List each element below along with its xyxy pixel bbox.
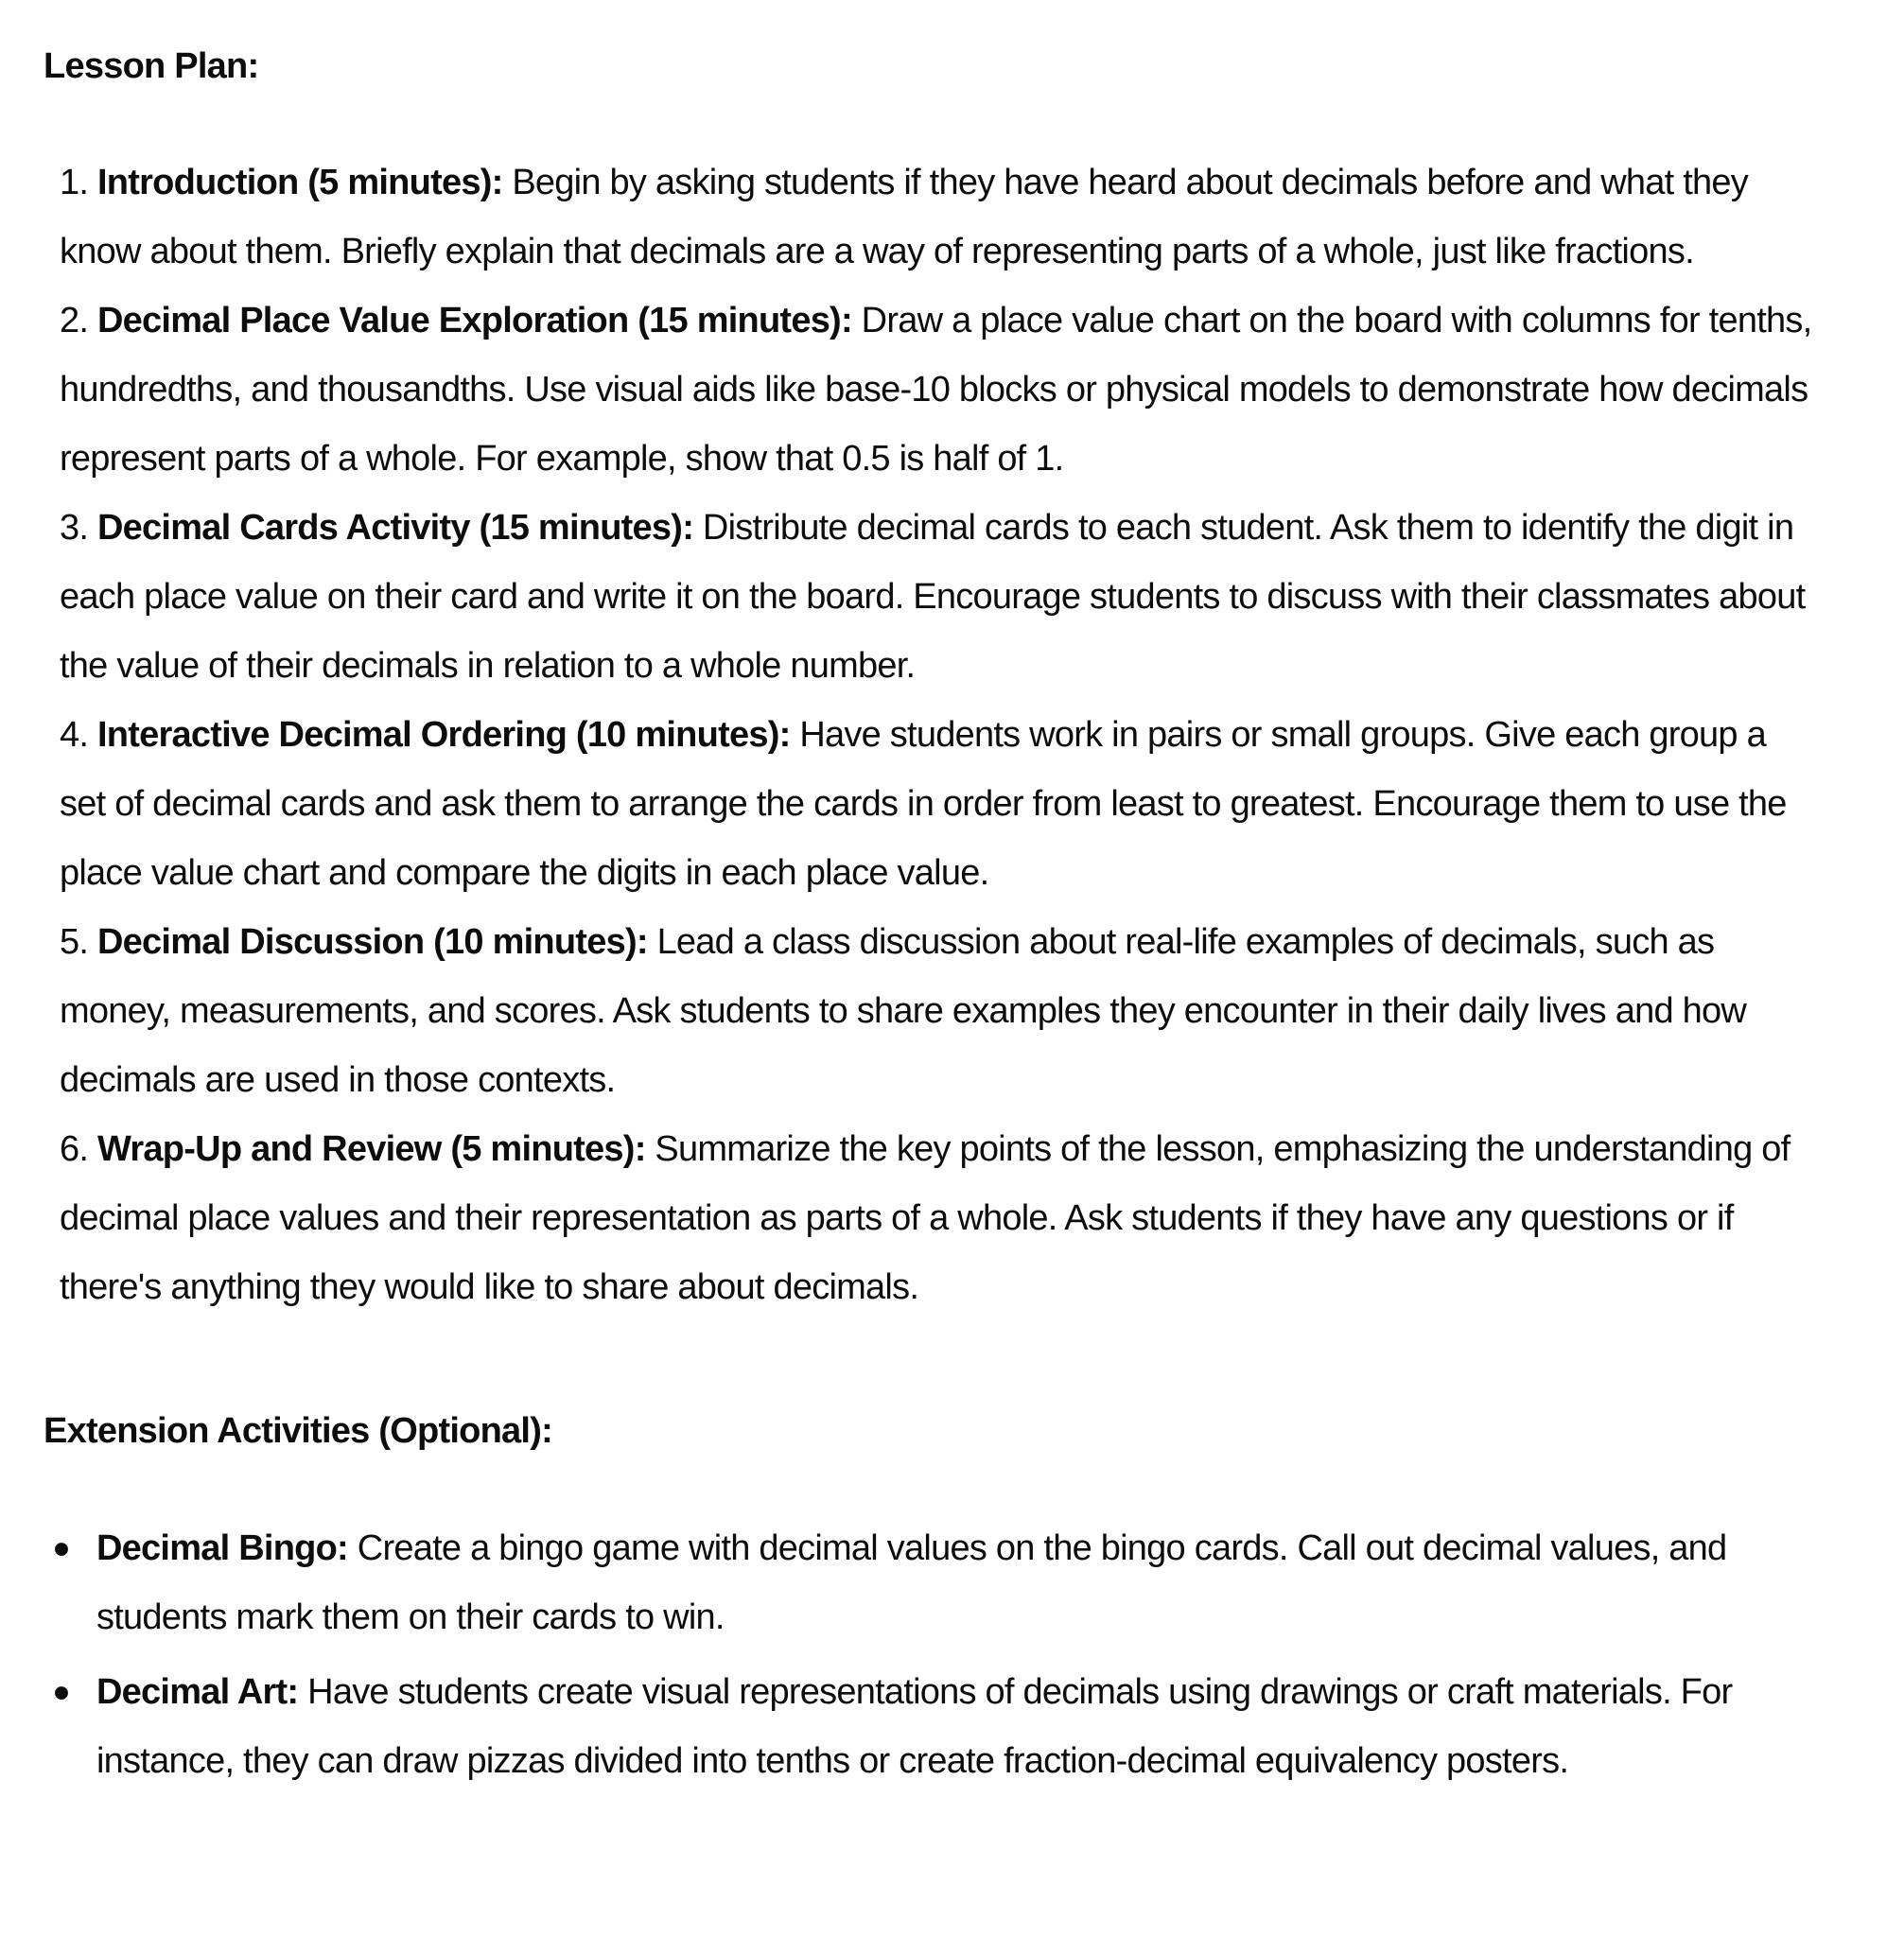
step-title: Decimal Place Value Exploration (15 minutes): <box>96 301 852 340</box>
lesson-plan-heading: Lesson Plan: <box>44 46 259 86</box>
extension-item-body: Create a bingo game with decimal values on the bingo cards. Call out decimal values, and students mark them on their cards to win. <box>96 1528 1727 1637</box>
extension-item-title: Decimal Art: <box>96 1672 299 1712</box>
lesson-steps-list <box>44 148 1819 1322</box>
step-title: Wrap-Up and Review (5 minutes): <box>96 1129 646 1169</box>
bullet-icon: • <box>53 1522 70 1576</box>
lesson-step <box>60 701 1819 908</box>
step-number: 5. <box>60 922 89 962</box>
extension-activities-heading: Extension Activities (Optional): <box>44 1411 552 1451</box>
step-body: Distribute decimal cards to each student. Ask them to identify the digit in each place value on their card and write it on the board. Encourage students to discuss with their classmates about the value of their decimals in relation to a whole number. <box>60 508 1806 686</box>
extension-item-title: Decimal Bingo: <box>96 1528 348 1568</box>
step-body: Summarize the key points of the lesson, emphasizing the understanding of decimal place values and their representation as parts of a whole. Ask students if they have any questions or if there's anything they would like to share about decimals. <box>60 1129 1790 1307</box>
step-number: 3. <box>60 508 89 548</box>
extension-item <box>44 1658 1819 1796</box>
bullet-icon: • <box>53 1666 70 1719</box>
step-title: Interactive Decimal Ordering (10 minutes): <box>96 715 791 755</box>
extension-item-text <box>96 1514 1819 1652</box>
step-body: Draw a place value chart on the board with columns for tenths, hundredths, and thousandths. Use visual aids like base-10 blocks or physical models to demonstrate how decimals represent parts of a whole. For example, show that 0.5 is half of 1. <box>60 301 1812 479</box>
lesson-step <box>60 908 1819 1115</box>
step-body: Begin by asking students if they have heard about decimals before and what they know about them. Briefly explain that decimals are a way of representing parts of a whole, just like fractions. <box>60 163 1749 271</box>
extension-item <box>44 1514 1819 1652</box>
step-number: 2. <box>60 301 89 340</box>
extension-activities-list <box>44 1514 1819 1796</box>
step-body: Lead a class discussion about real-life examples of decimals, such as money, measurements, and scores. Ask students to share examples they encounter in their daily lives and how decimals are used in those contexts. <box>60 922 1747 1100</box>
step-title: Decimal Discussion (10 minutes): <box>96 922 648 962</box>
extension-item-text <box>96 1658 1819 1796</box>
lesson-step <box>60 148 1819 287</box>
step-number: 1. <box>60 163 89 202</box>
step-title: Decimal Cards Activity (15 minutes): <box>96 508 694 548</box>
lesson-step <box>60 1115 1819 1322</box>
extension-item-body: Have students create visual representations of decimals using drawings or craft materials. For instance, they can draw pizzas divided into tenths or create fraction-decimal equivalency posters. <box>96 1672 1733 1781</box>
step-title: Introduction (5 minutes): <box>96 163 503 202</box>
step-number: 6. <box>60 1129 89 1169</box>
step-number: 4. <box>60 715 89 755</box>
lesson-step <box>60 287 1819 494</box>
step-body: Have students work in pairs or small groups. Give each group a set of decimal cards and ask them to arrange the cards in order from least to greatest. Encourage them to use the place value chart and compare the digits in each place value. <box>60 715 1787 893</box>
lesson-step <box>60 494 1819 701</box>
